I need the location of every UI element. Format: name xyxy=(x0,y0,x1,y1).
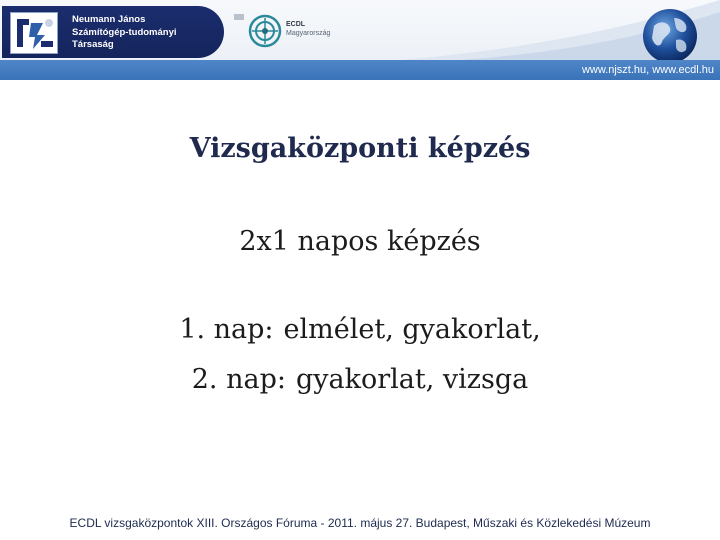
slide-subtitle: 2x1 napos képzés xyxy=(239,226,481,257)
ecdl-wordmark xyxy=(286,20,330,38)
njszt-logo xyxy=(10,12,58,54)
ecdl-trademark-mark xyxy=(234,14,244,20)
njszt-badge xyxy=(2,6,224,58)
globe-icon xyxy=(640,6,700,66)
slide-title: Vizsgaközponti képzés xyxy=(189,133,531,164)
agenda-item xyxy=(0,355,720,405)
slide-footer: ECDL vizsgaközpontok XIII. Országos Fóruma - 2011. május 27. Budapest, Műszaki és Közlekedési Múzeum xyxy=(69,516,651,530)
agenda-content: gyakorlat, vizsga xyxy=(295,364,529,395)
agenda-day: 2. nap: xyxy=(191,364,286,395)
agenda-item xyxy=(0,305,720,355)
ecdl-brand: ECDL xyxy=(286,21,306,28)
site-url: www.njszt.hu, www.ecdl.hu xyxy=(581,64,714,76)
agenda-day: 1. nap: xyxy=(179,314,274,345)
organization-name xyxy=(72,14,222,52)
organization-name-line-2: Számítógép-tudományi xyxy=(72,26,177,38)
agenda xyxy=(0,305,720,405)
organization-name-line-1: Neumann János xyxy=(72,14,146,25)
ecdl-country: Magyarország xyxy=(286,30,331,37)
ecdl-logo xyxy=(248,14,282,48)
agenda-content: elmélet, gyakorlat, xyxy=(283,314,541,345)
organization-name-line-3: Társaság xyxy=(72,39,114,50)
